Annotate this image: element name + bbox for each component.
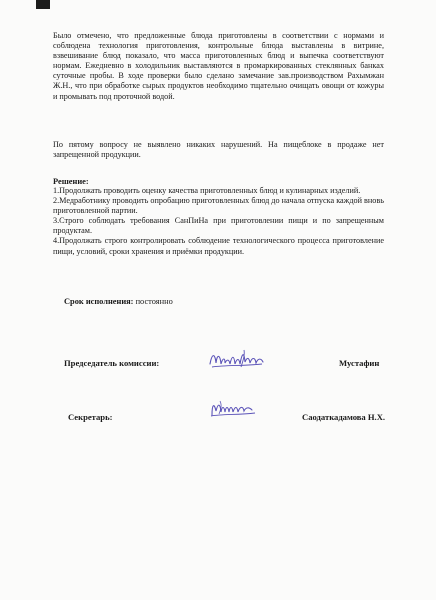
decision-item: 1.Продолжать проводить оценку качества приготовленных блюд и кулинарных изделий.	[53, 186, 361, 195]
deadline-label: Срок исполнения:	[64, 297, 134, 306]
decision-list	[53, 186, 384, 257]
decision-heading: Решение:	[53, 177, 89, 186]
chair-signature	[206, 345, 268, 373]
decision-item: 2.Медработнику проводить опробацию приготовленных блюд до начала отпуска каждой вновь приготовленной партии.	[53, 196, 384, 216]
secretary-name: Саодаткадамова Н.Х.	[302, 412, 386, 422]
scan-corner-mark	[36, 0, 50, 9]
deadline-line	[64, 297, 173, 306]
deadline-value: постоянно	[133, 297, 173, 306]
decision-item: 4.Продолжать строго контролировать соблюдение технологического процесса приготовление пищи, условий, сроки хранения и приёмки продукции.	[53, 236, 384, 256]
paragraph-fifth-question: По пятому вопросу не выявлено никаких нарушений. На пищеблоке в продаже нет запрещенной продукции.	[53, 140, 384, 160]
chair-name: Мустафин	[339, 358, 380, 368]
secretary-label: Секретарь:	[68, 412, 113, 422]
secretary-signature	[208, 397, 260, 421]
chair-label: Председатель комиссии:	[64, 358, 160, 368]
paragraph-inspection-findings: Было отмечено, что предложенные блюда приготовлены в соответствии с нормами и соблюдена технология приготовления, контрольные блюда выставлены в витрине, взвешивание блюд показало, что масса приготовленных блюд и выпечка соответствуют нормам. Ежедневно в холодильник выставляются в промаркированных стеклянных банках суточные пробы. В ходе проверки было сделано замечание зав.производством Рахымжан Ж.Н., что при обработке сырых продуктов необходимо тщательно очищать овощи от кожуры и промывать под проточной водой.	[53, 31, 384, 101]
decision-item: 3.Строго соблюдать требования СанПиНа при приготовлении пищи и по запрещенным продуктам.	[53, 216, 384, 236]
